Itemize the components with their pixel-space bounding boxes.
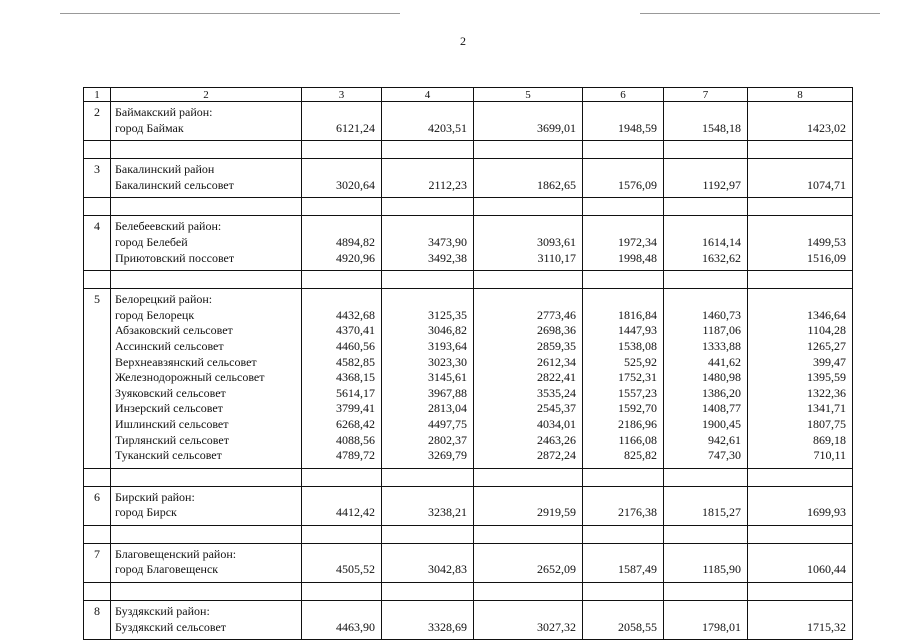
value: 1346,64	[807, 307, 846, 322]
locality-names	[111, 102, 302, 141]
value: 1447,93	[618, 323, 657, 338]
spacer-cell	[302, 141, 382, 159]
value: 1632,62	[702, 250, 741, 265]
value-cell	[583, 601, 664, 640]
value-cell	[583, 216, 664, 271]
value: 825,82	[624, 448, 657, 463]
row-number: 5	[84, 289, 111, 469]
value-cell	[664, 486, 748, 525]
value: 1060,44	[807, 562, 846, 577]
value-cell	[382, 486, 474, 525]
value: 1900,45	[702, 416, 741, 431]
spacer-cell	[111, 583, 302, 601]
value	[474, 105, 576, 121]
value-cell	[664, 216, 748, 271]
value: 1333,88	[702, 338, 741, 353]
column-number: 7	[664, 88, 748, 102]
value: 6121,24	[336, 120, 375, 135]
value: 4582,85	[336, 354, 375, 369]
column-number: 3	[302, 88, 382, 102]
spacer-row	[84, 525, 853, 543]
value	[664, 219, 741, 235]
value: 1166,08	[618, 432, 657, 447]
value-cell	[583, 102, 664, 141]
value: 4088,56	[336, 432, 375, 447]
value	[302, 547, 375, 563]
value-cell	[382, 102, 474, 141]
value	[474, 292, 576, 308]
value	[748, 604, 846, 620]
value: 4370,41	[336, 323, 375, 338]
value	[474, 162, 576, 178]
spacer-cell	[382, 583, 474, 601]
column-number: 2	[111, 88, 302, 102]
value	[748, 547, 846, 563]
value	[474, 604, 576, 620]
locality-name: Верхнеавзянский сельсовет	[115, 354, 257, 369]
value: 1408,77	[702, 401, 741, 416]
value	[583, 490, 657, 506]
spacer-cell	[111, 141, 302, 159]
value: 1548,18	[702, 120, 741, 135]
value: 3046,82	[428, 323, 467, 338]
value-cell	[664, 601, 748, 640]
value: 1480,98	[702, 370, 741, 385]
value: 4460,56	[336, 338, 375, 353]
value-cell	[748, 159, 853, 198]
value: 747,30	[708, 448, 741, 463]
locality-names	[111, 289, 302, 469]
value	[748, 105, 846, 121]
value: 2822,41	[537, 370, 576, 385]
value: 4368,15	[336, 370, 375, 385]
value: 3110,17	[537, 250, 576, 265]
spacer-row	[84, 198, 853, 216]
value	[583, 219, 657, 235]
row-number: 4	[84, 216, 111, 271]
spacer-cell	[111, 468, 302, 486]
locality-names	[111, 159, 302, 198]
value	[664, 162, 741, 178]
district-name: Бакалинский район	[115, 162, 215, 177]
district-name: Белорецкий район:	[115, 292, 213, 307]
locality-names	[111, 543, 302, 582]
locality-name: город Белебей	[115, 234, 188, 249]
spacer-cell	[111, 271, 302, 289]
value: 1752,31	[618, 370, 657, 385]
value: 5614,17	[336, 385, 375, 400]
spacer-row	[84, 141, 853, 159]
value: 1699,93	[807, 505, 846, 520]
value: 1592,70	[618, 401, 657, 416]
locality-name: Инзерский сельсовет	[115, 401, 223, 416]
district-name: Буздякский район:	[115, 604, 210, 619]
value	[664, 292, 741, 308]
value: 4203,51	[428, 120, 467, 135]
spacer-cell	[302, 525, 382, 543]
value	[382, 490, 467, 506]
value: 1395,59	[807, 370, 846, 385]
value: 1499,53	[807, 234, 846, 249]
value-cell	[382, 543, 474, 582]
district-row	[84, 486, 853, 525]
value: 2112,23	[428, 177, 467, 192]
spacer-cell	[664, 141, 748, 159]
row-number: 7	[84, 543, 111, 582]
row-number: 2	[84, 102, 111, 141]
value: 2872,24	[537, 448, 576, 463]
value	[583, 547, 657, 563]
spacer-cell	[748, 525, 853, 543]
value	[748, 219, 846, 235]
value	[382, 105, 467, 121]
spacer-cell	[84, 141, 111, 159]
value: 1614,14	[702, 234, 741, 249]
spacer-cell	[382, 198, 474, 216]
value: 3125,35	[428, 307, 467, 322]
spacer-cell	[664, 583, 748, 601]
value	[474, 490, 576, 506]
district-name: Баймакский район:	[115, 105, 213, 119]
value-cell	[302, 601, 382, 640]
value-cell	[748, 543, 853, 582]
locality-name: город Баймак	[115, 120, 184, 135]
value: 4920,96	[336, 250, 375, 265]
value: 4412,42	[336, 505, 375, 520]
value: 3328,69	[428, 619, 467, 634]
value: 3492,38	[428, 250, 467, 265]
value: 1516,09	[807, 250, 846, 265]
value	[302, 604, 375, 620]
value-cell	[302, 216, 382, 271]
spacer-row	[84, 271, 853, 289]
value: 6268,42	[336, 416, 375, 431]
page-number: 2	[460, 34, 466, 48]
district-name: Бирский район:	[115, 489, 195, 504]
value: 2859,35	[537, 338, 576, 353]
row-number: 3	[84, 159, 111, 198]
locality-name: Тирлянский сельсовет	[115, 432, 229, 447]
value: 4497,75	[428, 416, 467, 431]
value	[583, 105, 657, 121]
spacer-cell	[111, 198, 302, 216]
spacer-cell	[84, 583, 111, 601]
value: 3699,01	[537, 120, 576, 135]
value: 4789,72	[336, 448, 375, 463]
spacer-cell	[583, 583, 664, 601]
value: 3145,61	[428, 370, 467, 385]
spacer-cell	[748, 468, 853, 486]
value: 3535,24	[537, 385, 576, 400]
value: 1187,06	[702, 323, 741, 338]
value: 3023,30	[428, 354, 467, 369]
value: 441,62	[708, 354, 741, 369]
row-number: 8	[84, 601, 111, 640]
value: 1948,59	[618, 120, 657, 135]
value: 710,11	[813, 448, 846, 463]
value-cell	[583, 543, 664, 582]
value-cell	[748, 289, 853, 469]
value: 4894,82	[336, 234, 375, 249]
spacer-cell	[302, 198, 382, 216]
spacer-cell	[583, 525, 664, 543]
value	[302, 490, 375, 506]
value	[748, 162, 846, 178]
spacer-cell	[111, 525, 302, 543]
value: 2919,59	[537, 505, 576, 520]
row-number: 6	[84, 486, 111, 525]
column-number: 1	[84, 88, 111, 102]
value: 4432,68	[336, 307, 375, 322]
spacer-cell	[474, 141, 583, 159]
spacer-cell	[664, 198, 748, 216]
value-cell	[583, 159, 664, 198]
value	[583, 292, 657, 308]
spacer-cell	[664, 525, 748, 543]
value: 1460,73	[702, 307, 741, 322]
value: 4463,90	[336, 619, 375, 634]
spacer-cell	[474, 198, 583, 216]
value: 3027,32	[537, 619, 576, 634]
value: 1192,97	[702, 177, 741, 192]
value: 1587,49	[618, 562, 657, 577]
value	[382, 162, 467, 178]
district-row	[84, 601, 853, 640]
value-cell	[474, 543, 583, 582]
locality-name: Приютовский поссовет	[115, 250, 235, 265]
spacer-cell	[748, 198, 853, 216]
column-number-row	[84, 88, 853, 102]
value: 942,61	[708, 432, 741, 447]
value: 2698,36	[537, 323, 576, 338]
value: 869,18	[813, 432, 846, 447]
value: 1185,90	[702, 562, 741, 577]
locality-names	[111, 601, 302, 640]
spacer-cell	[474, 525, 583, 543]
column-number: 4	[382, 88, 474, 102]
spacer-cell	[474, 271, 583, 289]
value-cell	[382, 289, 474, 469]
value	[302, 292, 375, 308]
value	[748, 490, 846, 506]
spacer-cell	[748, 583, 853, 601]
value	[302, 219, 375, 235]
value: 4034,01	[537, 416, 576, 431]
spacer-cell	[748, 271, 853, 289]
value	[664, 105, 741, 121]
value	[302, 162, 375, 178]
value-cell	[302, 289, 382, 469]
value-cell	[664, 102, 748, 141]
scan-top-line	[640, 13, 880, 14]
value: 3042,83	[428, 562, 467, 577]
value	[474, 547, 576, 563]
district-name: Благовещенский район:	[115, 546, 237, 561]
spacer-cell	[748, 141, 853, 159]
value: 1998,48	[618, 250, 657, 265]
value-cell	[748, 102, 853, 141]
locality-name: Бакалинский сельсовет	[115, 177, 234, 192]
district-name: Белебеевский район:	[115, 219, 222, 234]
locality-name: Ассинский сельсовет	[115, 338, 224, 353]
spacer-cell	[382, 141, 474, 159]
value: 1807,75	[807, 416, 846, 431]
value	[664, 490, 741, 506]
value: 3238,21	[428, 505, 467, 520]
spacer-cell	[84, 468, 111, 486]
value: 1265,27	[807, 338, 846, 353]
locality-name: город Бирск	[115, 505, 177, 520]
value: 1816,84	[618, 307, 657, 322]
value: 1538,08	[618, 338, 657, 353]
value: 3020,64	[336, 177, 375, 192]
value	[748, 292, 846, 308]
district-row	[84, 543, 853, 582]
value-cell	[583, 486, 664, 525]
scan-top-line	[60, 13, 400, 14]
locality-name: Абзаковский сельсовет	[115, 323, 233, 338]
value: 2612,34	[537, 354, 576, 369]
district-row	[84, 159, 853, 198]
value: 1972,34	[618, 234, 657, 249]
spacer-cell	[474, 583, 583, 601]
value: 4505,52	[336, 562, 375, 577]
value: 2802,37	[428, 432, 467, 447]
locality-names	[111, 216, 302, 271]
value-cell	[474, 159, 583, 198]
spacer-cell	[302, 583, 382, 601]
value: 1104,28	[807, 323, 846, 338]
column-number: 8	[748, 88, 853, 102]
column-number: 5	[474, 88, 583, 102]
spacer-cell	[84, 271, 111, 289]
value-cell	[302, 543, 382, 582]
value-cell	[474, 289, 583, 469]
locality-name: Буздякский сельсовет	[115, 619, 227, 634]
value: 2773,46	[537, 307, 576, 322]
value: 3269,79	[428, 448, 467, 463]
value: 2813,04	[428, 401, 467, 416]
locality-name: город Благовещенск	[115, 562, 219, 577]
spacer-cell	[382, 468, 474, 486]
locality-names	[111, 486, 302, 525]
value: 1862,65	[537, 177, 576, 192]
value	[382, 219, 467, 235]
value-cell	[474, 486, 583, 525]
value-cell	[664, 289, 748, 469]
spacer-row	[84, 468, 853, 486]
value	[664, 604, 741, 620]
spacer-cell	[84, 198, 111, 216]
value: 3967,88	[428, 385, 467, 400]
value	[382, 604, 467, 620]
spacer-cell	[474, 468, 583, 486]
value: 3093,61	[537, 234, 576, 249]
value-cell	[382, 159, 474, 198]
spacer-cell	[583, 468, 664, 486]
spacer-cell	[302, 468, 382, 486]
value-cell	[664, 543, 748, 582]
spacer-cell	[664, 271, 748, 289]
spacer-cell	[382, 271, 474, 289]
value: 2545,37	[537, 401, 576, 416]
value: 1576,09	[618, 177, 657, 192]
value: 1557,23	[618, 385, 657, 400]
column-number: 6	[583, 88, 664, 102]
spacer-row	[84, 583, 853, 601]
value: 2463,26	[537, 432, 576, 447]
value: 1715,32	[807, 619, 846, 634]
value-cell	[382, 601, 474, 640]
value: 1322,36	[807, 385, 846, 400]
value-cell	[302, 486, 382, 525]
spacer-cell	[664, 468, 748, 486]
value: 2176,38	[618, 505, 657, 520]
district-row	[84, 102, 853, 141]
value	[664, 547, 741, 563]
value-cell	[748, 216, 853, 271]
value-cell	[474, 601, 583, 640]
value: 3193,64	[428, 338, 467, 353]
district-row	[84, 216, 853, 271]
value: 1341,71	[807, 401, 846, 416]
spacer-cell	[382, 525, 474, 543]
value	[474, 219, 576, 235]
value-cell	[583, 289, 664, 469]
value	[302, 105, 375, 121]
district-row	[84, 289, 853, 469]
value: 3473,90	[428, 234, 467, 249]
locality-name: Туканский сельсовет	[115, 448, 222, 463]
value: 2652,09	[537, 562, 576, 577]
value: 1074,71	[807, 177, 846, 192]
locality-name: Железнодорожный сельсовет	[115, 370, 265, 385]
spacer-cell	[583, 141, 664, 159]
tariff-table	[83, 87, 853, 640]
value-cell	[748, 601, 853, 640]
spacer-cell	[583, 198, 664, 216]
value: 2058,55	[618, 619, 657, 634]
value-cell	[664, 159, 748, 198]
value: 525,92	[624, 354, 657, 369]
value-cell	[474, 102, 583, 141]
value	[382, 547, 467, 563]
value: 2186,96	[618, 416, 657, 431]
value	[583, 604, 657, 620]
spacer-cell	[302, 271, 382, 289]
value-cell	[302, 102, 382, 141]
value: 1815,27	[702, 505, 741, 520]
value-cell	[748, 486, 853, 525]
value-cell	[382, 216, 474, 271]
locality-name: Зуяковский сельсовет	[115, 385, 226, 400]
value	[382, 292, 467, 308]
value-cell	[302, 159, 382, 198]
locality-name: город Белорецк	[115, 307, 195, 322]
spacer-cell	[84, 525, 111, 543]
value: 1386,20	[702, 385, 741, 400]
value	[583, 162, 657, 178]
value: 399,47	[813, 354, 846, 369]
value: 1798,01	[702, 619, 741, 634]
locality-name: Ишлинский сельсовет	[115, 416, 229, 431]
spacer-cell	[583, 271, 664, 289]
value-cell	[474, 216, 583, 271]
value: 3799,41	[336, 401, 375, 416]
value: 1423,02	[807, 120, 846, 135]
